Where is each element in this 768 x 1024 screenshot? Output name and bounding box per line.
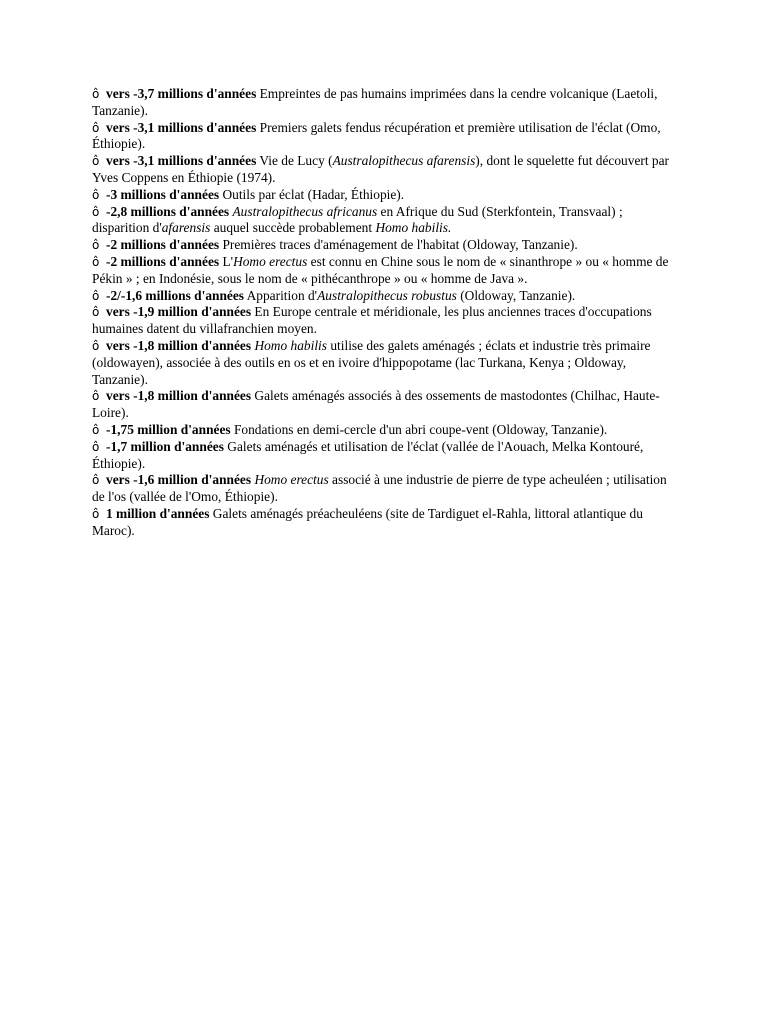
chronology-entry [92, 86, 682, 120]
bullet-icon: ô [92, 389, 100, 404]
bullet-icon: ô [92, 254, 100, 269]
bullet-icon: ô [92, 204, 100, 219]
bullet-icon: ô [92, 439, 100, 454]
entry-date: -3 millions d'années [106, 186, 220, 202]
chronology-entry [92, 304, 682, 338]
species-name: Australopithecus africanus [232, 203, 378, 219]
chronology-entry [92, 506, 682, 540]
species-name: Australopithecus afarensis [332, 153, 476, 169]
entry-text: ), dont le squelette fut découvert par Yves Coppens en Éthiopie (1974). [92, 153, 670, 185]
species-name: Homo habilis [254, 337, 327, 353]
chronology-entry [92, 120, 682, 154]
entry-date: -2 millions d'années [106, 237, 220, 253]
species-name: afarensis [161, 220, 211, 236]
entry-text: auquel succède probablement [210, 220, 376, 236]
chronology-entry [92, 237, 682, 254]
entry-date: 1 million d'années [106, 505, 210, 521]
bullet-icon: ô [92, 288, 100, 303]
entry-date: vers -1,9 million d'années [106, 304, 252, 320]
entry-text: Fondations en demi-cercle d'un abri coupe-vent (Oldoway, Tanzanie). [230, 421, 608, 437]
entry-text: Galets aménagés et utilisation de l'éclat (vallée de l'Aouach, Melka Kontouré, Éthiopie). [92, 438, 644, 471]
entry-date: -2 millions d'années [106, 253, 220, 269]
entry-text: En Europe centrale et méridionale, les plus anciennes traces d'occupations humaines datent du villafranchien moyen. [92, 304, 652, 337]
entry-text: utilise des galets aménagés ; éclats et industrie très primaire (oldowayen), associée à des outils en os et en ivoire d'hippopotame (lac Turkana, Kenya ; Oldoway, Tanzanie). [92, 337, 651, 387]
entry-date: vers -3,7 millions d'années [106, 86, 257, 101]
entry-date: vers -1,6 million d'années [106, 472, 252, 488]
entry-text: Premières traces d'aménagement de l'habitat (Oldoway, Tanzanie). [219, 237, 578, 253]
entry-text: Vie de Lucy ( [256, 153, 333, 169]
bullet-icon: ô [92, 506, 100, 521]
chronology-entry [92, 338, 682, 388]
entry-date: -2/-1,6 millions d'années [106, 287, 245, 303]
bullet-icon: ô [92, 305, 100, 320]
entry-text: associé à une industrie de pierre de type acheuléen ; utilisation de l'os (vallée de l'Omo, Éthiopie). [92, 472, 667, 505]
entry-text: en Afrique du Sud (Sterkfontein, Transvaal) ; disparition d' [92, 203, 623, 236]
entry-date: vers -1,8 million d'années [106, 388, 252, 404]
entry-text: Apparition d' [244, 287, 318, 303]
entry-text: est connu en Chine sous le nom de « sinanthrope » ou « homme de Pékin » ; en Indonésie, sous le nom de « pithécanthrope » ou « homme de Java ». [92, 253, 669, 286]
entry-text: (Oldoway, Tanzanie). [456, 287, 576, 303]
chronology-entry [92, 439, 682, 473]
bullet-icon: ô [92, 473, 100, 488]
chronology-entry [92, 288, 682, 305]
species-name: Homo erectus [233, 253, 308, 269]
chronology-entry [92, 254, 682, 288]
entry-text: Premiers galets fendus récupération et première utilisation de l'éclat (Omo, Éthiopie). [92, 119, 661, 152]
bullet-icon: ô [92, 238, 100, 253]
entry-date: -1,7 million d'années [106, 438, 224, 454]
chronology-entry [92, 472, 682, 506]
chronology-list [92, 86, 682, 540]
bullet-icon: ô [92, 154, 100, 169]
entry-text: Galets aménagés préacheuléens (site de Tardiguet el-Rahla, littoral atlantique du Maroc). [92, 505, 643, 538]
entry-date: vers -3,1 millions d'années [106, 119, 257, 135]
chronology-entry [92, 153, 682, 187]
entry-date: -1,75 million d'années [106, 421, 231, 437]
species-name: Homo habilis. [375, 220, 452, 236]
entry-date: -2,8 millions d'années [106, 203, 230, 219]
chronology-entry [92, 388, 682, 422]
bullet-icon: ô [92, 87, 100, 101]
chronology-entry [92, 187, 682, 204]
entry-date: vers -3,1 millions d'années [106, 153, 257, 169]
entry-date: vers -1,8 million d'années [106, 337, 252, 353]
entry-text: L' [219, 253, 234, 269]
species-name: Australopithecus robustus [317, 287, 457, 303]
bullet-icon: ô [92, 422, 100, 437]
bullet-icon: ô [92, 187, 100, 202]
species-name: Homo erectus [254, 472, 329, 488]
bullet-icon: ô [92, 120, 100, 135]
entry-text: Empreintes de pas humains imprimées dans la cendre volcanique (Laetoli, Tanzanie). [92, 86, 658, 118]
entry-text: Galets aménagés associés à des ossements de mastodontes (Chilhac, Haute-Loire). [92, 388, 660, 421]
bullet-icon: ô [92, 338, 100, 353]
chronology-entry [92, 422, 682, 439]
entry-text: Outils par éclat (Hadar, Éthiopie). [219, 186, 405, 202]
chronology-entry [92, 204, 682, 238]
